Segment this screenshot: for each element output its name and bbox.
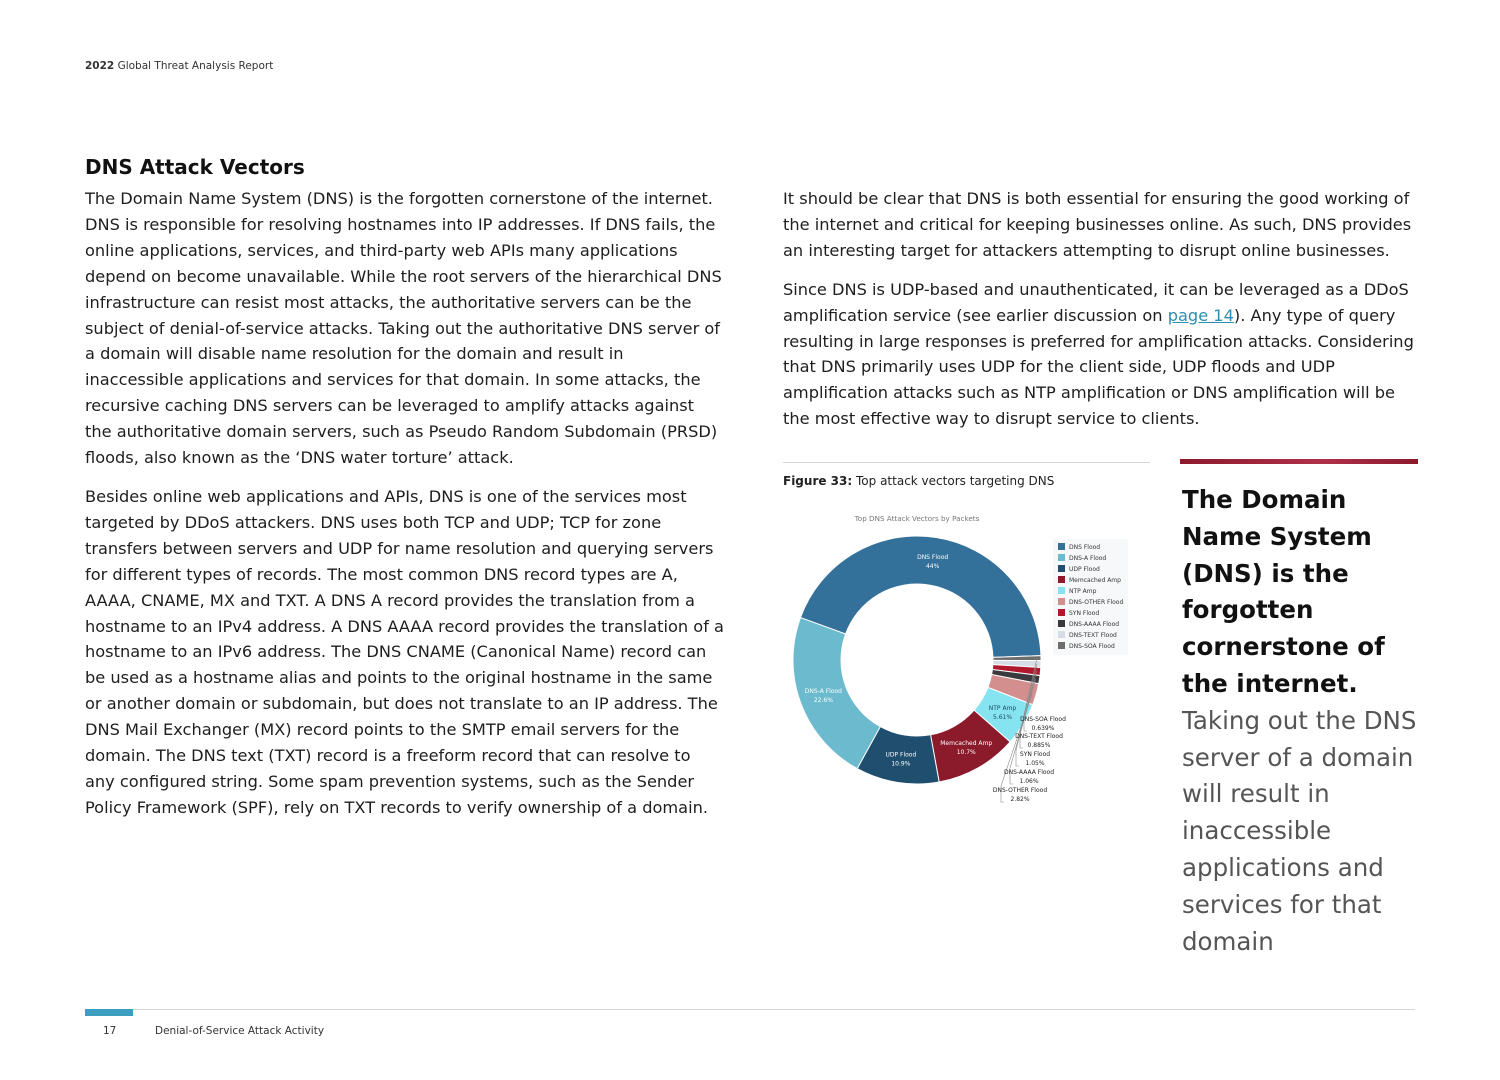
page-number: 17: [103, 1025, 117, 1037]
legend-swatch-syn-flood: [1058, 609, 1065, 616]
header-year: 2022: [85, 60, 115, 72]
figure-divider: [783, 462, 1150, 463]
legend-swatch-dns-aaaa-flood: [1058, 620, 1065, 627]
figure-label: Figure 33:: [783, 474, 853, 488]
label-name-dns-soa-flood: DNS-SOA Flood: [1020, 716, 1066, 723]
legend-swatch-memcached-amp: [1058, 576, 1065, 583]
right-column: [783, 186, 1423, 432]
label-name-udp-flood: UDP Flood: [885, 751, 917, 759]
figure-caption: [783, 474, 1054, 488]
legend-label-dns-other-flood: DNS-OTHER Flood: [1069, 599, 1124, 606]
right-paragraph-2-text-b: ). Any type of query resulting in large responses is preferred for amplification attacks. Considering that DNS primarily uses UDP for the client side, UDP floods and UDP amplification attacks such as NTP amplification or DNS amplification will be the most effective way to disrupt service to clients.: [783, 305, 1414, 429]
legend-label-dns-aaaa-flood: DNS-AAAA Flood: [1069, 621, 1120, 628]
legend-label-syn-flood: SYN Flood: [1069, 610, 1100, 617]
legend-label-ntp-amp: NTP Amp: [1069, 588, 1097, 595]
legend-label-memcached-amp: Memcached Amp: [1069, 577, 1121, 584]
label-name-syn-flood: SYN Flood: [1019, 751, 1051, 758]
legend-label-dns-soa-flood: DNS-SOA Flood: [1069, 643, 1115, 650]
left-paragraph-1: The Domain Name System (DNS) is the forgotten cornerstone of the internet. DNS is responsible for resolving hostnames into IP addresses. If DNS fails, the online applications, services, and third-party web APIs many applications depend on become unavailable. While the root servers of the hierarchical DNS infrastructure can resist most attacks, the authoritative servers can be the subject of denial-of-service attacks. Taking out the authoritative DNS server of a domain will disable name resolution for the domain and result in inaccessible applications and services for that domain. In some attacks, the recursive caching DNS servers can be leveraged to amplify attacks against the authoritative domain servers, such as Pseudo Random Subdomain (PRSD) floods, also known as the ‘DNS water torture’ attack.: [85, 189, 722, 468]
legend-swatch-dns-other-flood: [1058, 598, 1065, 605]
slices-layer: [793, 536, 1041, 784]
legend-swatch-dns-flood: [1058, 543, 1065, 550]
label-value-dns-soa-flood: 0.639%: [1031, 725, 1055, 732]
section-title: DNS Attack Vectors: [85, 155, 305, 179]
left-column: [85, 186, 725, 821]
donut-chart: [783, 505, 1153, 815]
legend-swatch-dns-soa-flood: [1058, 642, 1065, 649]
label-value-ntp-amp: 5.61%: [992, 713, 1013, 721]
label-value-memcached-amp: 10.7%: [956, 749, 976, 757]
legend-swatch-dns-a-flood: [1058, 554, 1065, 561]
label-name-dns-a-flood: DNS-A Flood: [804, 688, 842, 696]
pull-quote: [1182, 482, 1422, 960]
pull-quote-rest: Taking out the DNS server of a domain will result in inaccessible applications and services for that domain: [1182, 705, 1417, 956]
legend-swatch-udp-flood: [1058, 565, 1065, 572]
label-name-memcached-amp: Memcached Amp: [940, 740, 993, 748]
chart-title: Top DNS Attack Vectors by Packets: [854, 514, 980, 523]
legend-swatch-ntp-amp: [1058, 587, 1065, 594]
label-name-ntp-amp: NTP Amp: [988, 704, 1017, 712]
legend-swatch-dns-text-flood: [1058, 631, 1065, 638]
legend-label-udp-flood: UDP Flood: [1069, 566, 1100, 573]
pull-quote-rule: [1180, 459, 1418, 464]
label-value-syn-flood: 1.05%: [1025, 760, 1045, 767]
legend-label-dns-flood: DNS Flood: [1069, 544, 1101, 551]
label-value-dns-a-flood: 22.6%: [813, 697, 833, 705]
label-name-dns-text-flood: DNS-TEXT Flood: [1015, 733, 1063, 740]
right-paragraph-2-text-a: Since DNS is UDP-based and unauthenticated, it can be leveraged as a DDoS amplification service (see earlier discussion on: [783, 279, 1409, 325]
label-name-dns-other-flood: DNS-OTHER Flood: [992, 787, 1048, 794]
label-value-dns-flood: 44%: [925, 563, 940, 571]
right-paragraph-1: It should be clear that DNS is both essential for ensuring the good working of the internet and critical for keeping businesses online. As such, DNS provides an interesting target for attackers attempting to disrupt online businesses.: [783, 189, 1412, 260]
running-header: [85, 60, 273, 72]
label-value-dns-aaaa-flood: 1.06%: [1019, 778, 1039, 785]
label-name-dns-aaaa-flood: DNS-AAAA Flood: [1003, 769, 1055, 776]
label-name-dns-flood: DNS Flood: [917, 554, 949, 562]
figure-caption-text: Top attack vectors targeting DNS: [856, 474, 1055, 488]
header-title: Global Threat Analysis Report: [117, 60, 274, 72]
legend-label-dns-a-flood: DNS-A Flood: [1069, 555, 1107, 562]
page-14-link[interactable]: page 14: [1167, 305, 1234, 325]
right-paragraph-2: [783, 277, 1423, 432]
footer-divider: [85, 1009, 1415, 1010]
label-value-dns-text-flood: 0.885%: [1027, 742, 1051, 749]
footer-accent-bar: [85, 1009, 133, 1016]
label-value-dns-other-flood: 2.82%: [1010, 796, 1030, 803]
left-paragraph-2: Besides online web applications and APIs, DNS is one of the services most targeted by DDoS attackers. DNS uses both TCP and UDP; TCP for zone transfers between servers and UDP for name resolution and querying servers for different types of records. The most common DNS record types are A, AAAA, CNAME, MX and TXT. A DNS A record provides the translation from a hostname to an IPv4 address. A DNS AAAA record provides the translation of a hostname to an IPv6 address. The DNS CNAME (Canonical Name) record can be used as a hostname alias and points to the original hostname in the same or another domain or subdomain, but does not translate to an IP address. The DNS Mail Exchanger (MX) record points to the SMTP email servers for the domain. The DNS text (TXT) record is a freeform record that can resolve to any configured string. Some spam prevention systems, such as the Sender Policy Framework (SPF), rely on TXT records to verify ownership of a domain.: [85, 486, 724, 817]
footer-section-title: Denial-of-Service Attack Activity: [155, 1025, 325, 1037]
legend-label-dns-text-flood: DNS-TEXT Flood: [1069, 632, 1117, 639]
pull-quote-lead: The Domain Name System (DNS) is the forgotten cornerstone of the internet.: [1182, 485, 1385, 698]
label-value-udp-flood: 10.9%: [891, 760, 911, 768]
